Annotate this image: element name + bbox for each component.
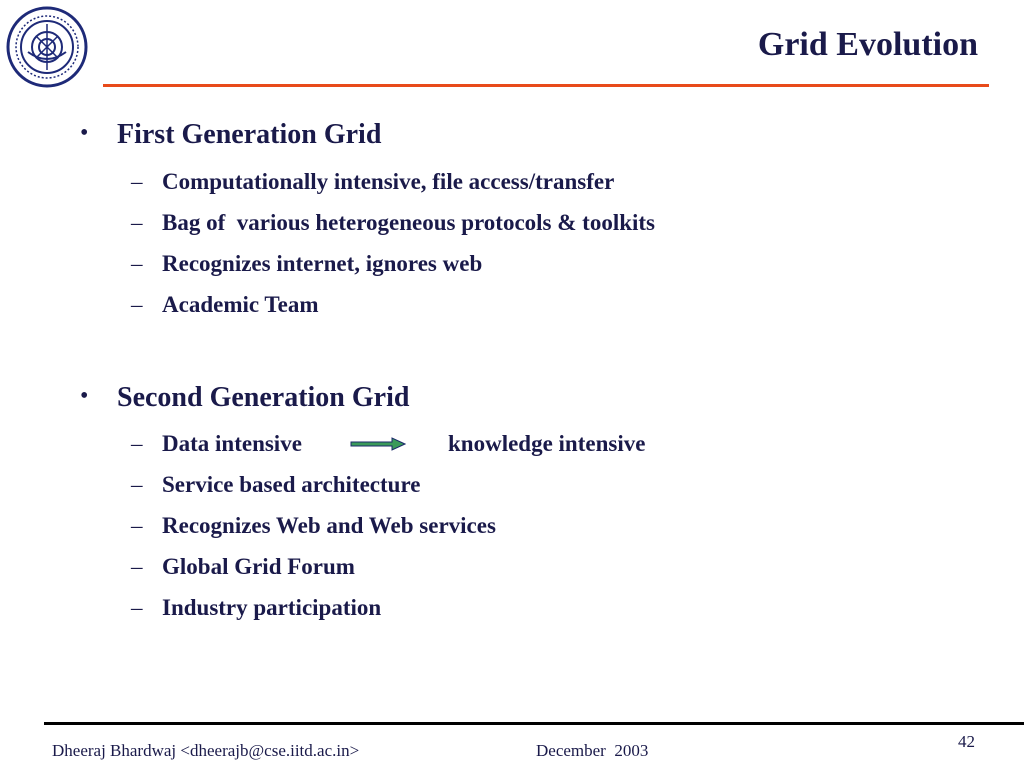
arrow-item-right: knowledge intensive — [448, 431, 646, 456]
footer-divider — [44, 722, 1024, 725]
list-item: Academic Team — [162, 292, 319, 317]
page-number: 42 — [958, 732, 975, 751]
arrow-item-left: Data intensive — [162, 431, 302, 456]
list-item: Industry participation — [162, 595, 382, 620]
dash-icon: – — [131, 431, 143, 456]
dash-icon: – — [131, 595, 143, 620]
dash-icon: – — [131, 169, 143, 194]
right-arrow-icon — [350, 437, 406, 451]
dash-icon: – — [131, 554, 143, 579]
bullet-icon: • — [80, 120, 89, 146]
bullet-icon: • — [80, 383, 89, 409]
slide-title: Grid Evolution — [757, 26, 978, 63]
list-item: Bag of various heterogeneous protocols & toolkits — [162, 210, 655, 235]
list-item: Recognizes internet, ignores web — [162, 251, 483, 276]
list-item: Computationally intensive, file access/transfer — [162, 169, 615, 194]
section-heading-first: First Generation Grid — [117, 119, 382, 150]
footer-date: December 2003 — [536, 741, 649, 760]
list-item: Recognizes Web and Web services — [162, 513, 496, 538]
footer-author: Dheeraj Bhardwaj <dheerajb@cse.iitd.ac.in> — [52, 741, 360, 760]
list-item: Service based architecture — [162, 472, 421, 497]
dash-icon: – — [131, 251, 143, 276]
list-item: Global Grid Forum — [162, 554, 355, 579]
dash-icon: – — [131, 472, 143, 497]
dash-icon: – — [131, 513, 143, 538]
dash-icon: – — [131, 210, 143, 235]
section-heading-second: Second Generation Grid — [117, 382, 410, 413]
dash-icon: – — [131, 292, 143, 317]
